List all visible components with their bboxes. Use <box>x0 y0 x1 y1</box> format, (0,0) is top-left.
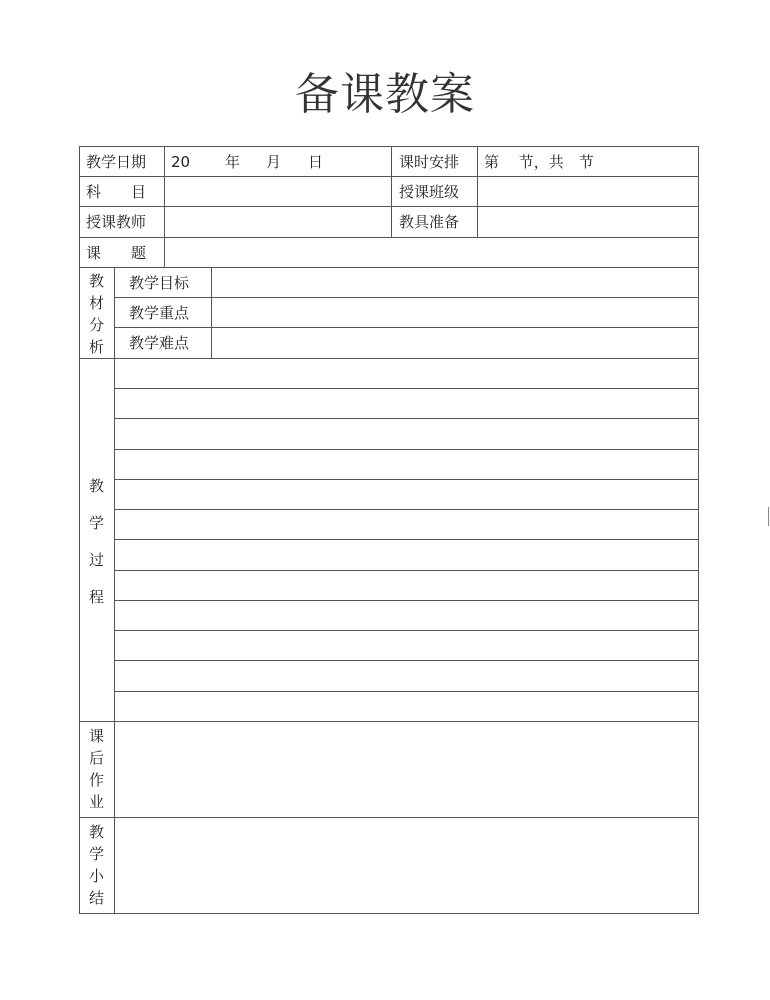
process-line <box>114 600 699 601</box>
col-divider <box>164 146 165 267</box>
process-line <box>114 449 699 450</box>
row-divider <box>79 721 699 722</box>
analysis-group-label: 教 材 分 析 <box>88 272 104 356</box>
schedule-value: 第 节，共 节 <box>484 153 594 171</box>
process-line <box>114 509 699 510</box>
schedule-label: 课时安排 <box>399 153 460 171</box>
row-divider <box>114 297 699 298</box>
process-line <box>114 691 699 692</box>
row-divider <box>79 237 699 238</box>
col-divider <box>114 267 115 914</box>
col-divider <box>391 146 392 237</box>
row-divider <box>79 817 699 818</box>
col-divider <box>211 267 212 358</box>
col-divider <box>477 146 478 237</box>
process-line <box>114 418 699 419</box>
topic-label: 课 题 <box>86 244 147 262</box>
process-line <box>114 570 699 571</box>
process-group-label: 教 学 过 程 <box>88 477 104 606</box>
page-title: 备课教案 <box>295 69 475 120</box>
process-line <box>114 539 699 540</box>
teacher-label: 授课教师 <box>86 213 147 231</box>
table-border-bottom <box>79 913 699 914</box>
difficulty-label: 教学难点 <box>129 334 190 352</box>
goal-label: 教学目标 <box>129 274 190 292</box>
summary-group-label: 教 学 小 结 <box>88 823 104 907</box>
date-year-unit: 年 <box>225 153 241 171</box>
process-line <box>114 630 699 631</box>
process-line <box>114 660 699 661</box>
key-point-label: 教学重点 <box>129 304 190 322</box>
row-divider <box>79 206 699 207</box>
homework-group-label: 课 后 作 业 <box>88 727 104 811</box>
date-label: 教学日期 <box>86 153 147 171</box>
tools-label: 教具准备 <box>399 213 460 231</box>
date-year-prefix: 20 <box>171 153 191 171</box>
date-month-unit: 月 <box>266 153 282 171</box>
lesson-plan-table <box>79 146 699 914</box>
class-label: 授课班级 <box>399 183 460 201</box>
process-line <box>114 388 699 389</box>
date-day-unit: 日 <box>308 153 324 171</box>
subject-label: 科 目 <box>86 183 147 201</box>
row-divider <box>79 358 699 359</box>
row-divider <box>114 327 699 328</box>
table-border-right <box>698 146 699 914</box>
edge-mark <box>768 507 769 526</box>
process-line <box>114 479 699 480</box>
